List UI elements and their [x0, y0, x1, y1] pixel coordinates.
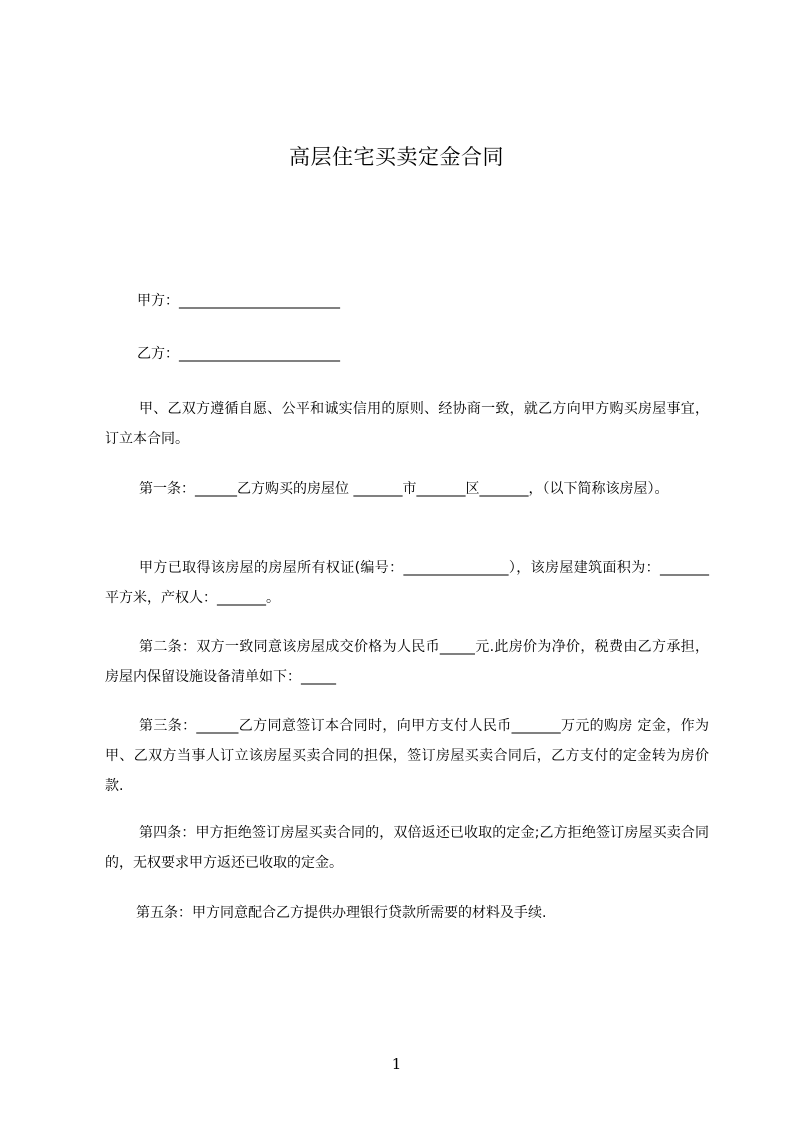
page-number: 1	[391, 1055, 402, 1073]
article-1-paragraph: 第一条：______乙方购买的房屋位 _______市_______区_______，（以下简称该房屋）。	[139, 481, 669, 497]
preamble-paragraph: 甲、乙双方遵循自愿、公平和诚实信用的原则、经协商一致，就乙方向甲方购买房屋事宜，订立本合同。	[105, 401, 709, 447]
ownership-paragraph: 甲方已取得该房屋的房屋所有权证(编号：_______________），该房屋建筑面积为：_______平方米，产权人：_______。	[105, 560, 709, 606]
article-2-paragraph: 第二条：双方一致同意该房屋成交价格为人民币_____元.此房价为净价，税费由乙方承担，房屋内保留设施设备清单如下：_____	[105, 639, 709, 685]
article-3-paragraph: 第三条：______乙方同意签订本合同时，向甲方支付人民币_______万元的购房 定金，作为甲、乙双方当事人订立该房屋买卖合同的担保，签订房屋买卖合同后，乙方支付的定金转为房价款.	[105, 718, 709, 794]
party-a-line: 甲方：_______________________	[137, 293, 340, 309]
article-5-paragraph: 第五条：甲方同意配合乙方提供办理银行贷款所需要的材料及手续.	[136, 905, 547, 921]
document-title: 高层住宅买卖定金合同	[289, 145, 504, 169]
article-4-paragraph: 第四条：甲方拒绝签订房屋买卖合同的，双倍返还已收取的定金;乙方拒绝签订房屋买卖合同的，无权要求甲方返还已收取的定金。	[105, 825, 709, 871]
party-b-line: 乙方：_______________________	[137, 346, 340, 362]
